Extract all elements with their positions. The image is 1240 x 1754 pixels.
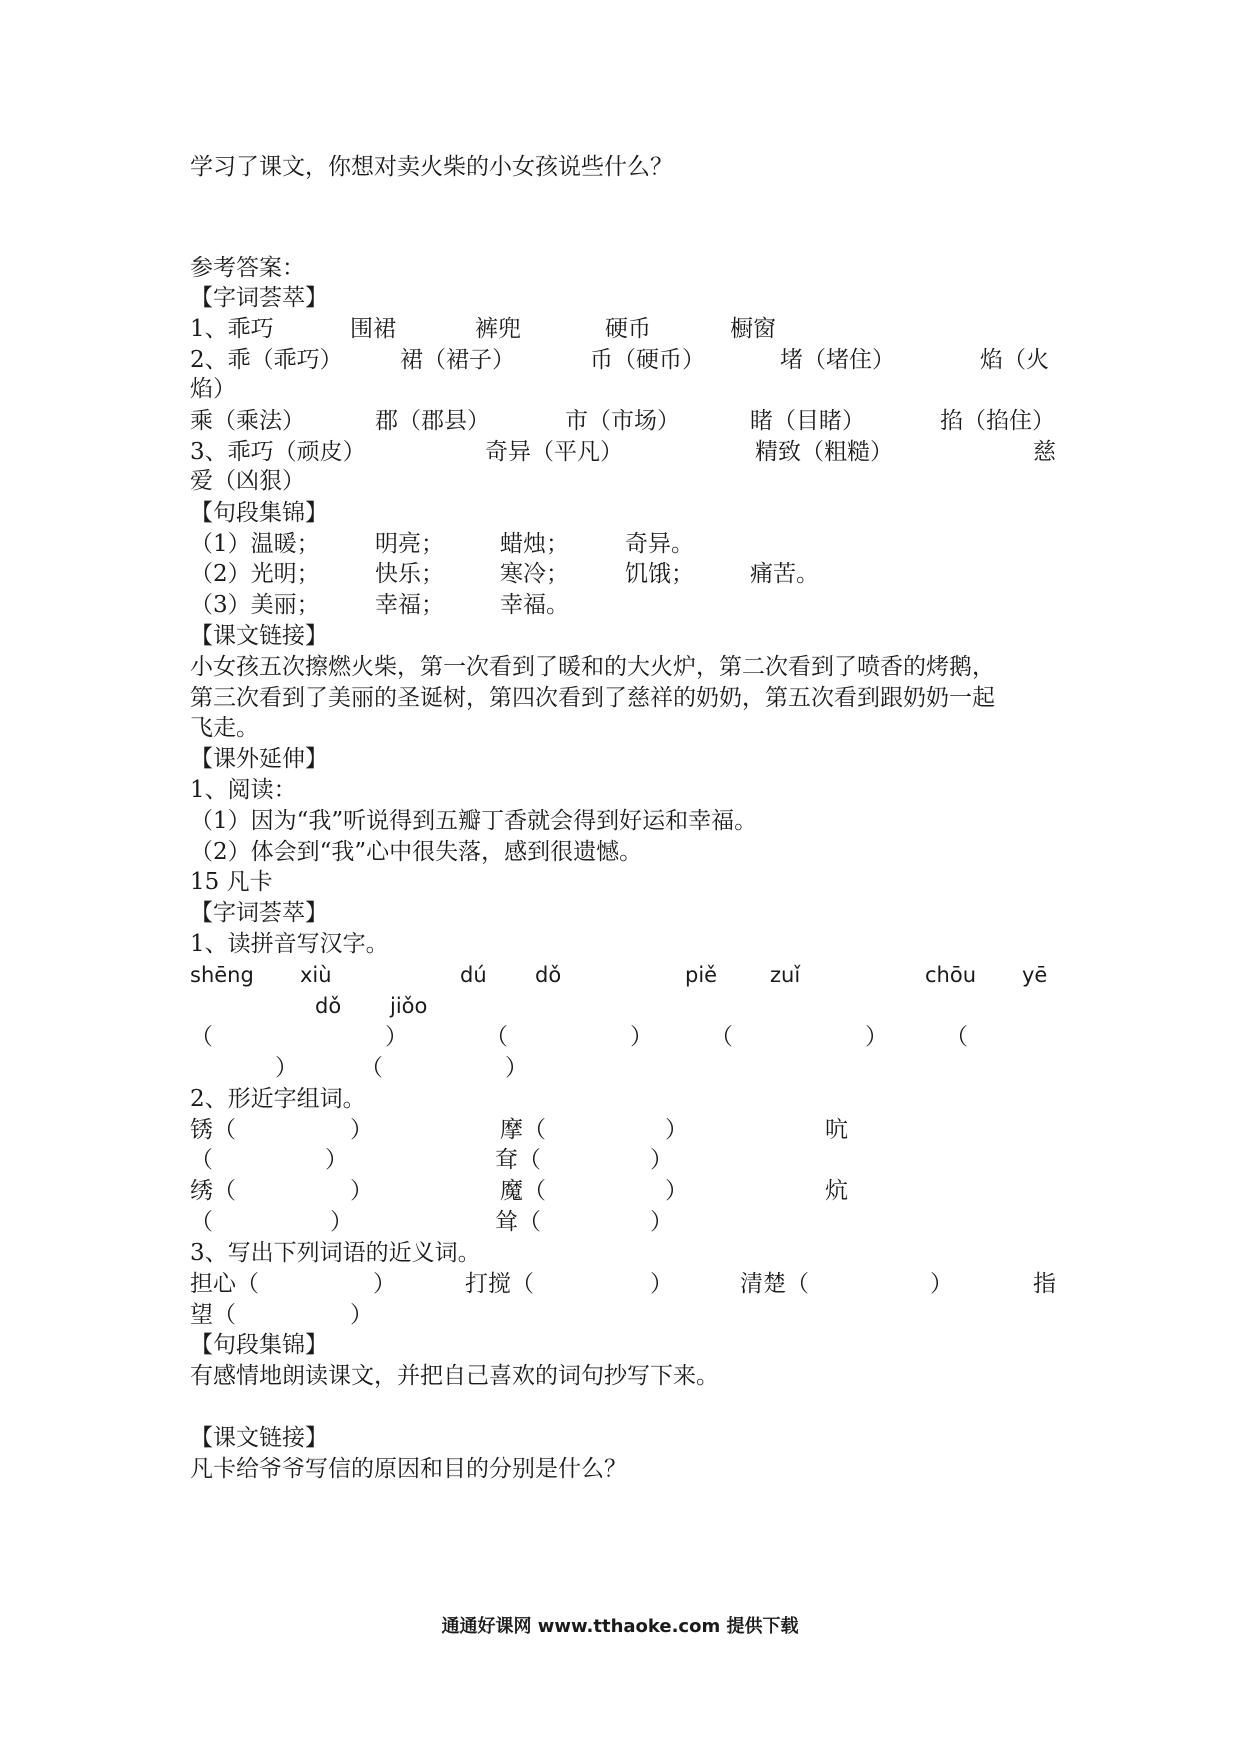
text-line: 3、写出下列词语的近义词。 [190, 1240, 481, 1266]
text-cell: ） [665, 1117, 688, 1143]
text-cell: ） [350, 1178, 373, 1204]
text-line [190, 558, 1055, 590]
text-cell: xiù [300, 963, 332, 987]
text-cell: （2）光明； [190, 561, 320, 587]
text-cell: 痛苦。 [750, 561, 819, 587]
text-cell: （ [485, 1024, 508, 1050]
text-cell: 望（ [190, 1302, 236, 1328]
text-cell: 清楚（ [740, 1271, 809, 1297]
text-line: 1、读拼音写汉字。 [190, 931, 389, 957]
text-cell: （3）美丽； [190, 592, 320, 618]
text-line: 【字词荟萃】 [190, 900, 328, 926]
text-cell: （ [360, 1055, 383, 1081]
text-cell: ） [385, 1024, 408, 1050]
text-cell: jiǒo [390, 994, 428, 1018]
text-cell: 郡（郡县） [375, 408, 490, 434]
text-cell: ） [330, 1209, 353, 1235]
text-cell: （ [945, 1024, 968, 1050]
text-line: 学习了课文，你想对卖火柴的小女孩说些什么？ [190, 154, 673, 180]
text-cell: 1、乖巧 [190, 316, 274, 342]
text-line [190, 1299, 1055, 1331]
text-cell: （ [190, 1147, 213, 1173]
text-line [190, 1268, 1055, 1300]
text-cell: 耷（ [495, 1147, 541, 1173]
text-cell: 摩（ [500, 1117, 546, 1143]
text-cell: （ [190, 1024, 213, 1050]
text-cell: ） [650, 1147, 673, 1173]
text-cell: shēng [190, 963, 254, 987]
text-line [190, 959, 1055, 991]
text-cell: 担心（ [190, 1271, 259, 1297]
text-line: 1、阅读： [190, 777, 297, 803]
text-cell: 裙（裙子） [400, 347, 515, 373]
page-footer: 通通好课网 www.tthaoke.com 提供下载 [441, 1616, 799, 1637]
text-cell: dú [460, 963, 487, 987]
text-line: （1）因为“我”听说得到五瓣丁香就会得到好运和幸福。 [190, 808, 758, 834]
text-cell: 精致（粗糙） [755, 439, 893, 465]
text-line [190, 405, 1055, 437]
text-cell: ） [865, 1024, 888, 1050]
text-cell: 吭 [825, 1117, 848, 1143]
text-cell: 围裙 [350, 316, 396, 342]
text-line: 有感情地朗读课文，并把自己喜欢的词句抄写下来。 [190, 1363, 719, 1389]
text-cell: 奇异。 [625, 531, 694, 557]
text-cell: 打搅（ [465, 1271, 534, 1297]
text-line [190, 1175, 1055, 1207]
text-line [190, 1021, 1055, 1053]
text-line: （2）体会到“我”心中很失落，感到很遗憾。 [190, 839, 643, 865]
text-line [190, 589, 1055, 621]
text-cell: dǒ [535, 963, 562, 987]
text-line: 爱（凶狠） [190, 468, 305, 494]
text-cell: ） [630, 1024, 653, 1050]
text-cell: 慈 [1033, 439, 1056, 465]
text-cell: 2、乖（乖巧） [190, 347, 343, 373]
text-cell: ） [373, 1271, 396, 1297]
text-cell: 焰（火 [980, 347, 1049, 373]
text-line [190, 1052, 1055, 1084]
text-line: 小女孩五次擦燃火柴，第一次看到了暖和的大火炉，第二次看到了喷香的烤鹅， [190, 654, 995, 680]
text-cell: ） [325, 1147, 348, 1173]
text-cell: 睹（目睹） [750, 408, 865, 434]
text-line: 15 凡卡 [190, 869, 273, 895]
text-line: 2、形近字组词。 [190, 1086, 366, 1112]
text-cell: 橱窗 [730, 316, 776, 342]
text-cell: （ [190, 1209, 213, 1235]
text-cell: 炕 [825, 1178, 848, 1204]
text-cell: 3、乖巧（顽皮） [190, 439, 366, 465]
text-cell: 锈（ [190, 1117, 236, 1143]
text-line [190, 528, 1055, 560]
text-line: 【句段集锦】 [190, 1332, 328, 1358]
text-cell: 市（市场） [565, 408, 680, 434]
text-cell: zuǐ [770, 963, 801, 987]
text-cell: 指 [1033, 1271, 1056, 1297]
text-line [190, 436, 1055, 468]
text-cell: 堵（堵住） [780, 347, 895, 373]
text-line [190, 313, 1055, 345]
text-cell: dǒ [315, 994, 342, 1018]
text-line: 【课外延伸】 [190, 746, 328, 772]
text-cell: 耸（ [495, 1209, 541, 1235]
text-line: 参考答案： [190, 255, 305, 281]
text-cell: 乘（乘法） [190, 408, 305, 434]
text-cell: ） [665, 1178, 688, 1204]
text-cell: 币（硬币） [590, 347, 705, 373]
text-line: 焰） [190, 376, 236, 402]
text-cell: 裤兜 [475, 316, 521, 342]
text-cell: ） [650, 1209, 673, 1235]
text-line [190, 1114, 1055, 1146]
text-cell: 明亮； [375, 531, 444, 557]
text-line: 凡卡给爷爷写信的原因和目的分别是什么？ [190, 1456, 627, 1482]
text-cell: 快乐； [375, 561, 444, 587]
text-line [190, 344, 1055, 376]
text-cell: 掐（掐住） [940, 408, 1055, 434]
text-line: 【课文链接】 [190, 1425, 328, 1451]
text-line: 【课文链接】 [190, 623, 328, 649]
text-cell: ） [930, 1271, 953, 1297]
text-cell: yē [1022, 963, 1048, 987]
text-cell: （ [710, 1024, 733, 1050]
text-line [190, 1144, 1055, 1176]
text-line [190, 1206, 1055, 1238]
text-line: 【字词荟萃】 [190, 285, 328, 311]
text-cell: 饥饿； [625, 561, 694, 587]
text-cell: piě [685, 963, 718, 987]
text-cell: 奇异（平凡） [485, 439, 623, 465]
text-cell: ） [350, 1302, 373, 1328]
text-cell: 幸福。 [500, 592, 569, 618]
text-cell: 寒冷； [500, 561, 569, 587]
text-line [190, 990, 1055, 1022]
text-cell: 硬币 [605, 316, 651, 342]
text-cell: ） [275, 1055, 298, 1081]
text-line: 飞走。 [190, 715, 259, 741]
text-cell: 绣（ [190, 1178, 236, 1204]
text-cell: 魔（ [500, 1178, 546, 1204]
text-cell: 幸福； [375, 592, 444, 618]
text-cell: chōu [925, 963, 977, 987]
text-cell: （1）温暖； [190, 531, 320, 557]
text-cell: ） [350, 1117, 373, 1143]
text-line: 第三次看到了美丽的圣诞树，第四次看到了慈祥的奶奶，第五次看到跟奶奶一起 [190, 685, 995, 711]
text-cell: ） [650, 1271, 673, 1297]
text-cell: ） [505, 1055, 528, 1081]
text-line: 【句段集锦】 [190, 500, 328, 526]
text-cell: 蜡烛； [500, 531, 569, 557]
